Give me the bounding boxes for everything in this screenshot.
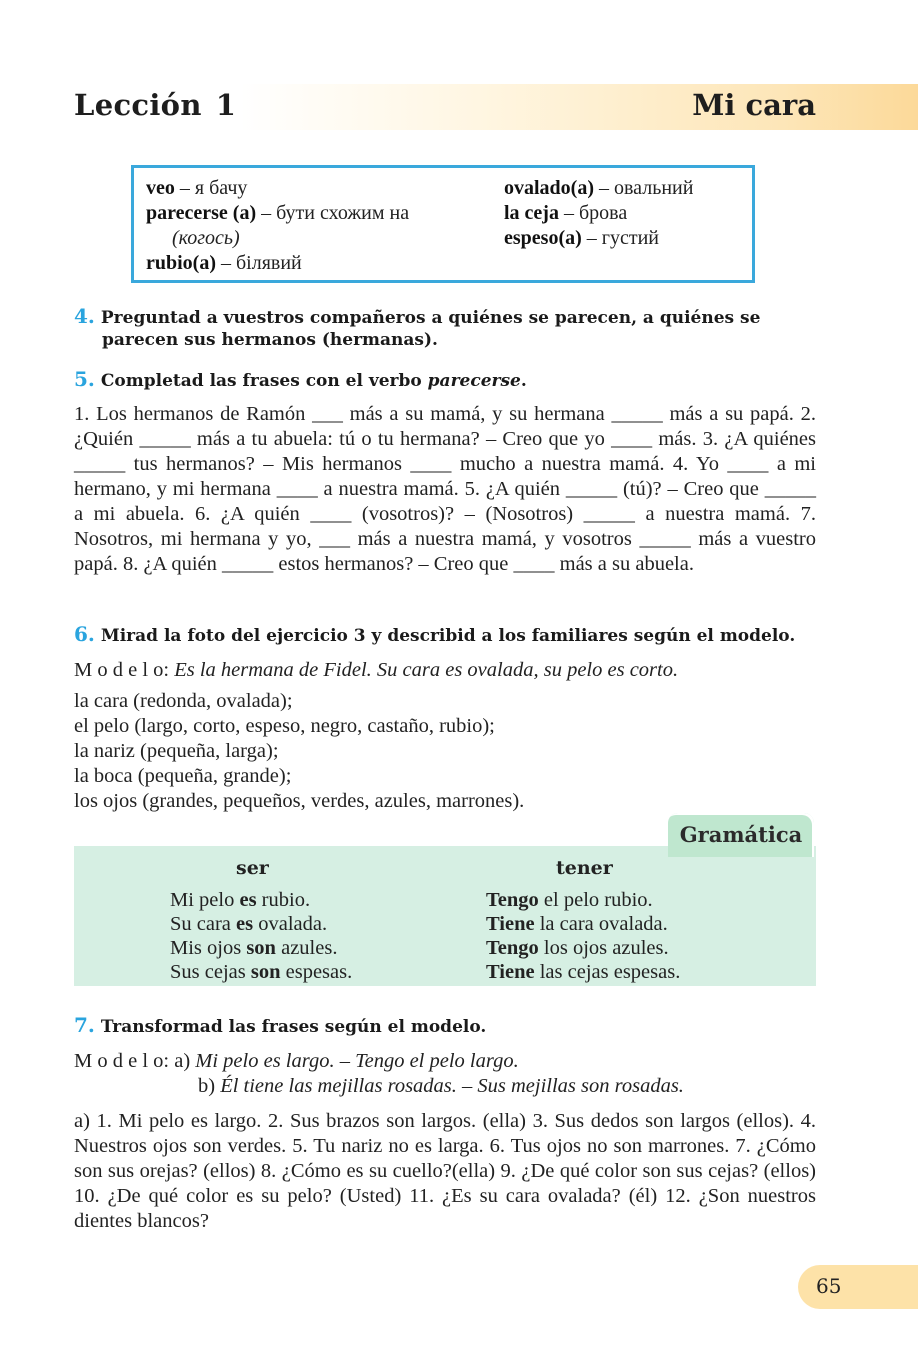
grammar-row (170, 936, 352, 960)
exercise-5-instruction (74, 368, 816, 392)
grammar-row (170, 912, 352, 936)
vocab-gloss-continued: (когось) (172, 227, 240, 249)
grammar-row (486, 912, 680, 936)
exercise-7-text: a) 1. Mi pelo es largo. 2. Sus brazos son largos. (ella) 3. Sus dedos son largos (ellos). 4. Nuestros ojos son verdes. 5. Tu nariz no es larga. 6. Tus ojos no son marrones. 7. ¿Cómo son sus orejas? (ellos) 8. ¿Cómo es su cuello?(ella) 9. ¿De qué color son sus cejas? (ellos) 10. ¿De qué color es su pelo? (Usted) 11. ¿Es su cara ovalada? (él) 12. ¿Son nuestros dientes blancos? (74, 1110, 816, 1232)
exercise-number: 4. (74, 304, 95, 328)
vocab-gloss: – бути схожим на (256, 202, 410, 224)
vocabulary-column-left (146, 176, 496, 276)
exercise-number: 5. (74, 367, 95, 391)
grammar-verb: Tiene (486, 961, 535, 983)
grammar-verb: Tengo (486, 937, 539, 959)
vocab-term: espeso(a) (504, 227, 582, 249)
vocab-item (146, 226, 496, 251)
model-label: M o d e l o: (74, 1050, 170, 1072)
grammar-text: la cara ovalada. (534, 913, 668, 935)
exercise-5-instruction-text: Completad las frases con el verbo (100, 371, 428, 391)
exercise-6-instruction (74, 623, 816, 647)
exercise-7-instruction-text: Transformad las frases según el modelo. (100, 1017, 487, 1037)
grammar-row (486, 888, 680, 912)
vocab-item (504, 226, 744, 251)
header-band (240, 84, 918, 130)
lesson-number: 1 (215, 88, 237, 122)
vocab-gloss: – брова (558, 202, 628, 224)
grammar-text: los ojos azules. (538, 937, 669, 959)
grammar-verb: es (236, 913, 254, 935)
description-line: la nariz (pequeña, larga); (74, 740, 279, 762)
exercise-4-instruction (74, 305, 816, 351)
page-number: 65 (816, 1274, 842, 1298)
grammar-row (170, 888, 352, 912)
grammar-row (486, 936, 680, 960)
description-line: la boca (pequeña, grande); (74, 765, 292, 787)
vocab-term: rubio(a) (146, 252, 216, 274)
vocab-term: la ceja (504, 202, 559, 224)
description-line: el pelo (largo, corto, espeso, negro, castaño, rubio); (74, 715, 495, 737)
lesson-topic: Mi cara (692, 88, 816, 122)
grammar-text: Sus cejas (170, 961, 251, 983)
grammar-verb: son (250, 961, 281, 983)
grammar-text: Mis ojos (170, 937, 247, 959)
grammar-column-ser (170, 856, 352, 984)
model-line-b (74, 1074, 816, 1099)
model-text: Es la hermana de Fidel. Su cara es ovalada, su pelo es corto. (174, 659, 679, 681)
description-line: los ojos (grandes, pequeños, verdes, azules, marrones). (74, 790, 525, 812)
lesson-title (74, 88, 236, 122)
grammar-box (74, 846, 816, 986)
grammar-text: el pelo rubio. (538, 889, 653, 911)
model-prefix: b) (198, 1075, 221, 1097)
grammar-text: Mi pelo (170, 889, 240, 911)
exercise-5-verb: parecerse (427, 371, 521, 391)
grammar-text: las cejas espesas. (534, 961, 681, 983)
grammar-column-head: tener (556, 857, 613, 879)
grammar-text: azules. (275, 937, 338, 959)
model-prefix: a) (169, 1050, 196, 1072)
vocab-item (146, 201, 496, 226)
vocabulary-box (131, 165, 755, 283)
exercise-6-instruction-text: Mirad la foto del ejercicio 3 y describid a los familiares según el modelo. (100, 626, 796, 646)
exercise-5-text: 1. Los hermanos de Ramón ___ más a su mamá, y su hermana _____ más a su papá. 2. ¿Quién _____ más a tu abuela: tú o tu hermana? – Creo que yo ____ más. 3. ¿A quiénes _____ tus hermanos? – Mis hermanos ____ mucho a nuestra mamá. 4. Yo ____ a mi hermano, y mi hermana ____ a nuestra mamá. 5. ¿A quién _____ (tú)? – Creo que _____ a mi abuela. 6. ¿A quién ____ (vosotros)? – (Nosotros) _____ a nuestra mamá. 7. Nosotros, mi hermana y yo, ___ más a nuestra mamá, y vosotros _____ más a vuestro papá. 8. ¿A quién _____ estos hermanos? – Creo que ____ más a su abuela. (74, 403, 816, 575)
model-line-a (74, 1049, 816, 1074)
vocab-gloss: – я бачу (174, 177, 248, 199)
grammar-text: Su cara (170, 913, 237, 935)
vocab-gloss: – овальний (594, 177, 694, 199)
vocab-gloss: – білявий (216, 252, 302, 274)
vocab-term: ovalado(a) (504, 177, 594, 199)
exercise-6-lines (74, 689, 816, 814)
grammar-verb: Tengo (486, 889, 539, 911)
exercise-6-model (74, 658, 816, 683)
exercise-4-line2: parecen sus hermanos (hermanas). (102, 330, 438, 350)
exercise-number: 6. (74, 622, 95, 646)
exercise-4-line1: Preguntad a vuestros compañeros a quiénes se parecen, a quiénes se (100, 308, 761, 328)
vocab-item (146, 176, 496, 201)
grammar-text: ovalada. (253, 913, 328, 935)
exercise-number: 7. (74, 1013, 95, 1037)
vocab-item (504, 201, 744, 226)
model-text: Él tiene las mejillas rosadas. – Sus mejillas son rosadas. (220, 1075, 684, 1097)
grammar-tab: Gramática (668, 813, 814, 857)
model-label: M o d e l o: (74, 659, 170, 681)
grammar-row (486, 960, 680, 984)
description-line: la cara (redonda, ovalada); (74, 690, 293, 712)
vocab-term: veo (146, 177, 175, 199)
grammar-column-tener (486, 856, 680, 984)
exercise-7-model (74, 1049, 816, 1099)
grammar-column-head: ser (236, 857, 269, 879)
grammar-text: espesas. (280, 961, 353, 983)
exercise-5-instruction-end: . (520, 371, 527, 391)
model-text: Mi pelo es largo. – Tengo el pelo largo. (195, 1050, 519, 1072)
vocab-item (504, 176, 744, 201)
grammar-verb: es (239, 889, 257, 911)
vocab-gloss: – густий (581, 227, 659, 249)
exercise-7-instruction (74, 1014, 816, 1038)
grammar-row (170, 960, 352, 984)
grammar-verb: Tiene (486, 913, 535, 935)
grammar-verb: son (246, 937, 276, 959)
lesson-label: Lección (74, 88, 202, 122)
vocabulary-column-right (504, 176, 744, 251)
vocab-term: parecerse (a) (146, 202, 257, 224)
grammar-text: rubio. (256, 889, 311, 911)
vocab-item (146, 251, 496, 276)
